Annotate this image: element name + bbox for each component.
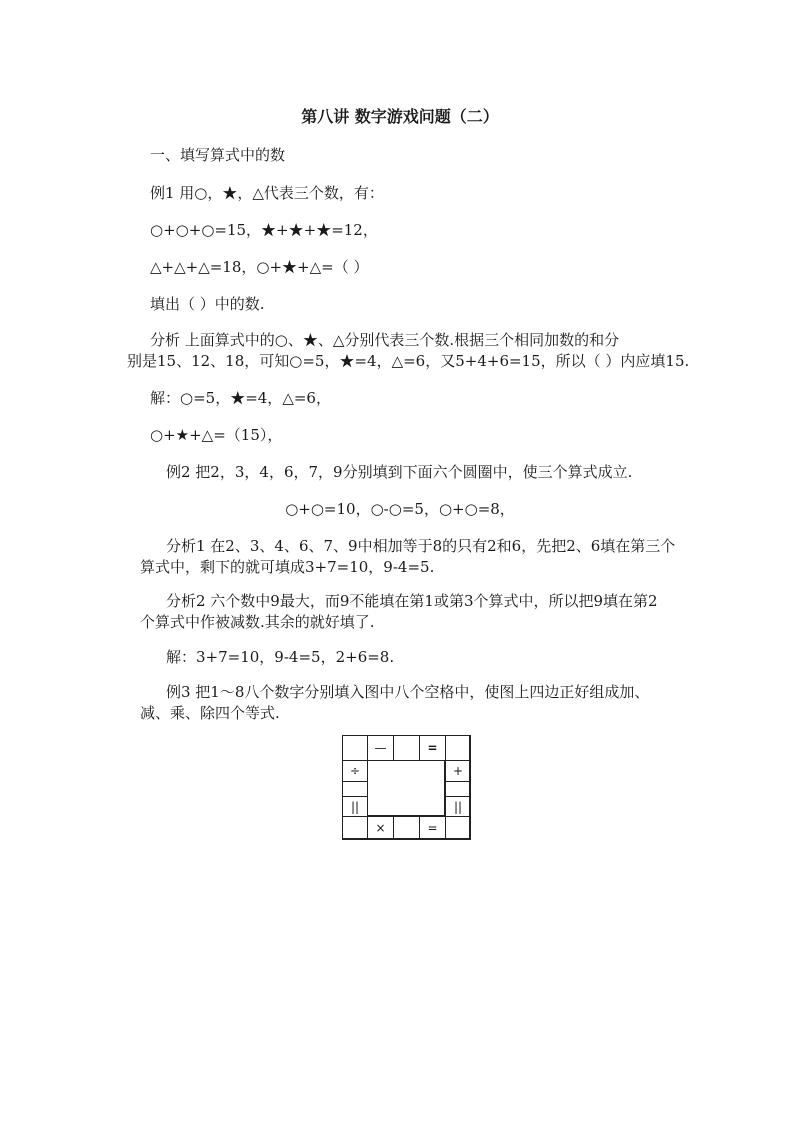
grid-blank-cell (342, 816, 368, 840)
analysis1-line2: 别是15、12、18，可知○=5，★=4，△=6，又5+4+6=15，所以（ ）内应填15. (127, 352, 690, 370)
grid-top-equals: = (419, 735, 446, 761)
grid-bottom-times: × (367, 816, 394, 840)
grid-left-equals: || (342, 796, 368, 817)
grid-blank-cell (393, 816, 420, 840)
grid-blank-cell (342, 781, 368, 797)
grid-bottom-equals: = (419, 816, 446, 840)
example3-line1: 例3 把1～8八个数字分别填入图中八个空格中，使图上四边正好组成加、 (166, 683, 650, 701)
example1-line2: ○+○+○=15，★+★+★=12， (150, 221, 378, 239)
analysis2-1-line1: 分析1 在2、3、4、6、7、9中相加等于8的只有2和6，先把2、6填在第三个 (166, 537, 676, 555)
solution1-line1: 解：○=5，★=4，△=6， (150, 389, 331, 407)
grid-blank-cell (445, 735, 471, 761)
solution2-line1: 解：3+7=10，9-4=5，2+6=8. (166, 648, 395, 666)
grid-right-plus: + (445, 760, 471, 782)
analysis1-line1: 分析 上面算式中的○、★、△分别代表三个数.根据三个相同加数的和分 (150, 331, 620, 349)
analysis2-2-line2: 个算式中作被减数.其余的就好填了. (140, 613, 375, 631)
example2-equations: ○+○=10，○-○=5，○+○=8， (285, 500, 515, 518)
analysis2-2-line1: 分析2 六个数中9最大，而9不能填在第1或第3个算式中，所以把9填在第2 (166, 592, 658, 610)
equation-grid-figure (342, 735, 470, 839)
grid-blank-cell (393, 735, 420, 761)
grid-right-equals: || (445, 796, 471, 817)
grid-blank-cell (445, 816, 471, 840)
page-title: 第八讲 数字游戏问题（二） (301, 107, 499, 126)
example1-line4: 填出（ ）中的数. (150, 295, 265, 313)
example3-line2: 减、乘、除四个等式. (140, 704, 280, 722)
grid-blank-cell (342, 735, 368, 761)
example1-line1: 例1 用○，★，△代表三个数，有： (150, 184, 384, 202)
grid-center-empty (367, 760, 445, 816)
example2-line1: 例2 把2，3，4，6，7，9分别填到下面六个圆圈中，使三个算式成立. (166, 463, 633, 481)
solution1-line2: ○+★+△=（15）， (150, 426, 283, 444)
section-heading: 一、填写算式中的数 (150, 146, 286, 164)
example1-line3: △+△+△=18，○+★+△=（ ） (150, 258, 369, 276)
grid-blank-cell (445, 781, 471, 797)
grid-left-divide: ÷ (342, 760, 368, 782)
analysis2-1-line2: 算式中，剩下的就可填成3+7=10，9-4=5. (140, 558, 435, 576)
grid-top-minus: — (367, 735, 394, 761)
